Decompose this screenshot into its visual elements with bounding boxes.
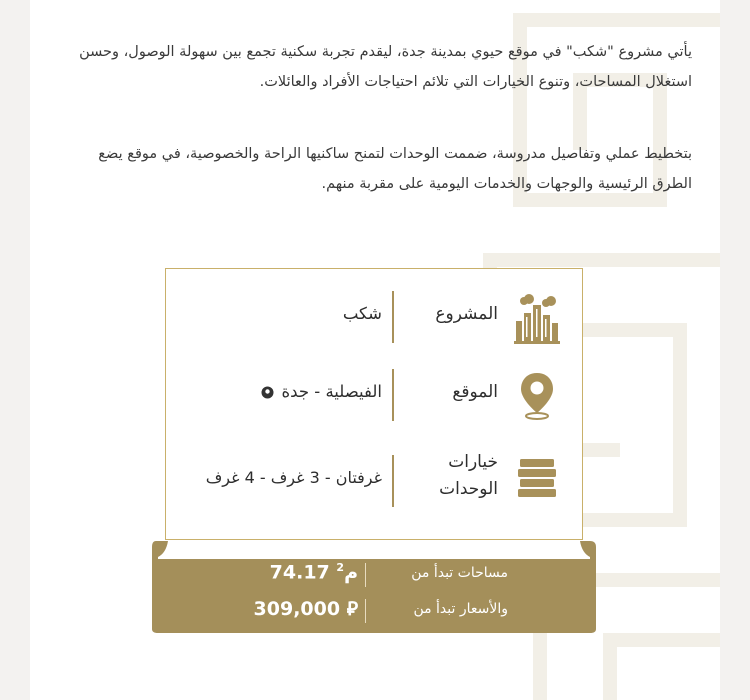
intro-paragraph: يأتي مشروع "شكب" في موقع حيوي بمدينة جدة، ليقدم تجربة سكنية تجمع بين سهولة الوصول، وحسن استغلال المساحات، وتنوع الخيارات التي تلائم احتياجات الأفراد والعائلات. xyxy=(79,43,692,90)
project-info-card xyxy=(165,268,583,540)
location-label: الموقع xyxy=(452,382,498,402)
details-paragraph: بتخطيط عملي وتفاصيل مدروسة، ضممت الوحدات لتمنح ساكنيها الراحة والخصوصية، في موقع يضع الطرق الرئيسية والوجهات والخدمات اليومية على مقربة منهم. xyxy=(98,145,692,192)
location-value-text: الفيصلية - جدة xyxy=(281,382,382,401)
area-number: 74.17 xyxy=(269,561,330,584)
price-line xyxy=(150,597,598,627)
location-row xyxy=(166,361,582,431)
price-value xyxy=(254,597,358,621)
area-unit: م xyxy=(344,561,358,584)
location-pin-icon xyxy=(510,369,564,423)
units-label-line2: الوحدات xyxy=(439,479,498,499)
banner-divider xyxy=(365,599,367,623)
project-row xyxy=(166,283,582,353)
price-caption: والأسعار تبدأ من xyxy=(413,601,508,617)
project-label: المشروع xyxy=(435,304,498,324)
price-banner xyxy=(150,533,598,635)
units-label-line1: خيارات xyxy=(448,452,498,472)
divider xyxy=(392,369,394,421)
units-row xyxy=(166,445,582,515)
units-label xyxy=(402,449,498,503)
area-line xyxy=(150,561,598,591)
map-pin-small-icon[interactable] xyxy=(261,386,274,399)
riyal-symbol-icon: ⃁ xyxy=(346,598,358,620)
project-value: شكب xyxy=(342,304,382,323)
area-caption: مساحات تبدأ من xyxy=(411,565,508,581)
units-value: غرفتان - 3 غرف - 4 غرف xyxy=(205,468,382,487)
banner-divider xyxy=(365,563,367,587)
area-value xyxy=(270,561,358,583)
price-number: 309,000 xyxy=(253,598,341,620)
buildings-icon xyxy=(510,291,564,345)
stacked-blocks-icon xyxy=(510,453,564,507)
area-unit-sup: 2 xyxy=(336,561,345,574)
location-value xyxy=(261,379,382,405)
divider xyxy=(392,291,394,343)
divider xyxy=(392,455,394,507)
